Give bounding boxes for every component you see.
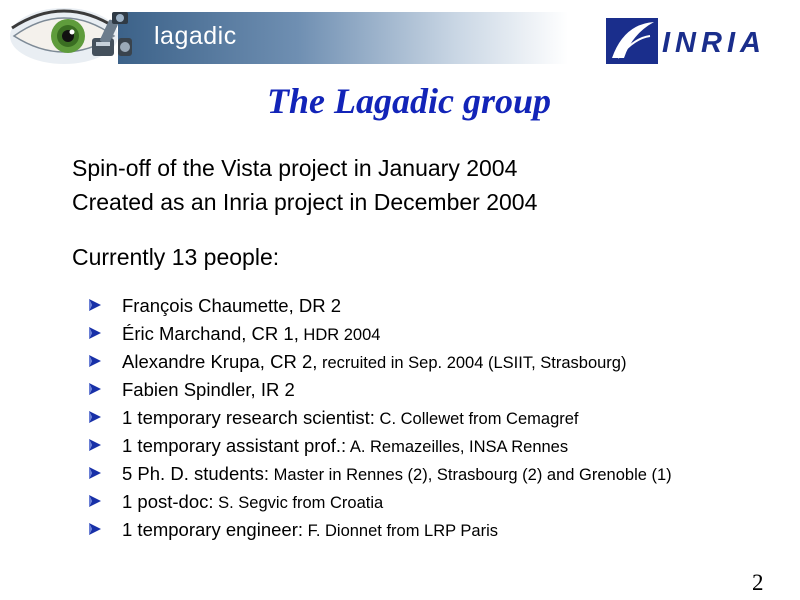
- people-list: [88, 292, 672, 544]
- list-item-main: 1 temporary research scientist:: [122, 407, 375, 428]
- list-item-main: 5 Ph. D. students:: [122, 463, 270, 484]
- arrow-bullet-icon: [88, 438, 102, 452]
- list-item: [88, 404, 672, 432]
- list-item-detail: F. Dionnet from LRP Paris: [303, 522, 499, 540]
- arrow-bullet-icon: [88, 494, 102, 508]
- inria-logo: [604, 14, 798, 70]
- group-logo-text: lagadic: [154, 22, 237, 50]
- list-item-main: Éric Marchand, CR 1,: [122, 323, 299, 344]
- page-number: 2: [752, 570, 764, 595]
- lagadic-banner: [8, 6, 568, 64]
- list-item: [88, 320, 672, 348]
- list-item-main: 1 temporary assistant prof.:: [122, 435, 347, 456]
- arrow-bullet-icon: [88, 326, 102, 340]
- list-item: [88, 488, 672, 516]
- inria-wordmark: INRIA: [662, 27, 766, 59]
- list-item-detail: A. Remazeilles, INSA Rennes: [346, 438, 569, 456]
- arrow-bullet-icon: [88, 466, 102, 480]
- list-item-main: François Chaumette, DR 2: [122, 295, 342, 316]
- list-item: [88, 460, 672, 488]
- arrow-bullet-icon: [88, 382, 102, 396]
- list-item-detail: C. Collewet from Cemagref: [374, 410, 579, 428]
- arrow-bullet-icon: [88, 298, 102, 312]
- list-item-main: Fabien Spindler, IR 2: [122, 379, 295, 400]
- intro-line-people: Currently 13 people:: [72, 244, 280, 270]
- list-item-detail: S. Segvic from Croatia: [213, 494, 384, 512]
- list-item-detail: recruited in Sep. 2004 (LSIIT, Strasbourg): [317, 354, 627, 372]
- arrow-bullet-icon: [88, 354, 102, 368]
- list-item: [88, 432, 672, 460]
- slide-title: The Lagadic group: [267, 81, 551, 121]
- inria-logo-icon: [604, 14, 662, 66]
- intro-line-created: Created as an Inria project in December 2004: [72, 189, 538, 215]
- arrow-bullet-icon: [88, 410, 102, 424]
- list-item: [88, 376, 672, 404]
- list-item: [88, 348, 672, 376]
- list-item: [88, 292, 672, 320]
- list-item-detail: Master in Rennes (2), Strasbourg (2) and Grenoble (1): [269, 466, 672, 484]
- list-item-main: Alexandre Krupa, CR 2,: [122, 351, 318, 372]
- list-item-detail: HDR 2004: [298, 326, 381, 344]
- list-item-main: 1 post-doc:: [122, 491, 214, 512]
- list-item: [88, 516, 672, 544]
- intro-line-spinoff: Spin-off of the Vista project in January 2004: [72, 155, 518, 181]
- arrow-bullet-icon: [88, 522, 102, 536]
- list-item-main: 1 temporary engineer:: [122, 519, 303, 540]
- robot-arm-icon: [82, 8, 142, 64]
